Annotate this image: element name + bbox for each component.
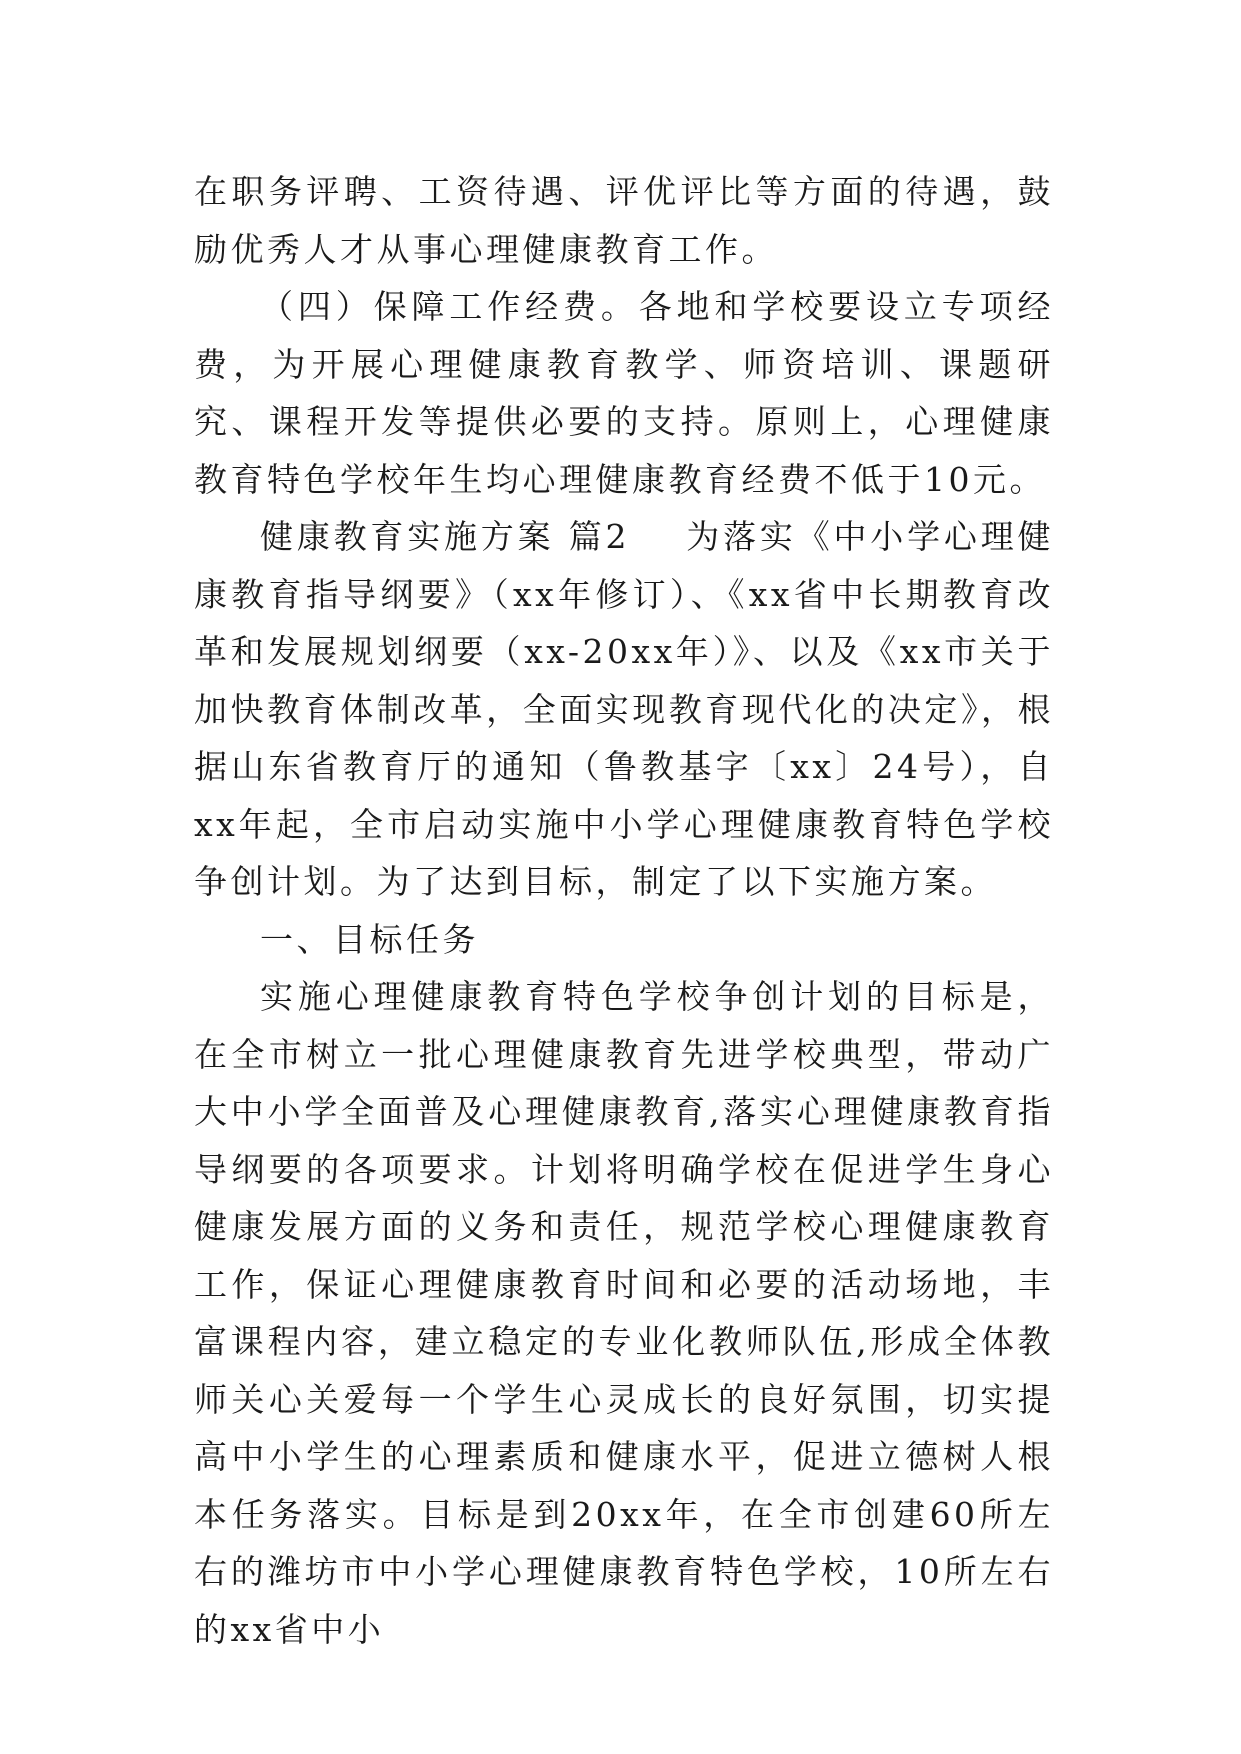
paragraph-text: （四）保障工作经费。各地和学校要设立专项经费，为开展心理健康教育教学、师资培训、课题研究、课程开发等提供必要的支持。原则上，心理健康教育特色学校年生均心理健康教育经费不低于10元。 — [194, 287, 1054, 499]
document-body — [194, 163, 1054, 1658]
section-title-goals — [194, 911, 1054, 969]
paragraph-text: 实施心理健康教育特色学校争创计划的目标是，在全市树立一批心理健康教育先进学校典型，带动广大中小学全面普及心理健康教育,落实心理健康教育指导纲要的各项要求。计划将明确学校在促进学生身心健康发展方面的义务和责任，规范学校心理健康教育工作，保证心理健康教育时间和必要的活动场地，丰富课程内容，建立稳定的专业化教师队伍,形成全体教师关心关爱每一个学生心灵成长的良好氛围，切实提高中小学生的心理素质和健康水平，促进立德树人根本任务落实。目标是到20xx年，在全市创建60所左右的潍坊市中小学心理健康教育特色学校，10所左右的xx省中小 — [194, 977, 1054, 1649]
paragraph-goals — [194, 968, 1054, 1658]
paragraph-plan-intro — [194, 508, 1054, 911]
paragraph-text: 一、目标任务 — [260, 919, 479, 959]
paragraph-text: 为落实《中小学心理健康教育指导纲要》（xx年修订）、《xx省中长期教育改革和发展规划纲要（xx-20xx年）》、以及《xx市关于加快教育体制改革，全面实现教育现代化的决定》，根据山东省教育厅的通知（鲁教基字〔xx〕24号），自xx年起，全市启动实施中小学心理健康教育特色学校争创计划。为了达到目标，制定了以下实施方案。 — [194, 517, 1055, 901]
paragraph-continuation — [194, 163, 1054, 278]
paragraph-funding — [194, 278, 1054, 508]
paragraph-text: 在职务评聘、工资待遇、评优评比等方面的待遇，鼓励优秀人才从事心理健康教育工作。 — [194, 172, 1054, 269]
section-heading: 健康教育实施方案 篇2 — [260, 517, 630, 556]
